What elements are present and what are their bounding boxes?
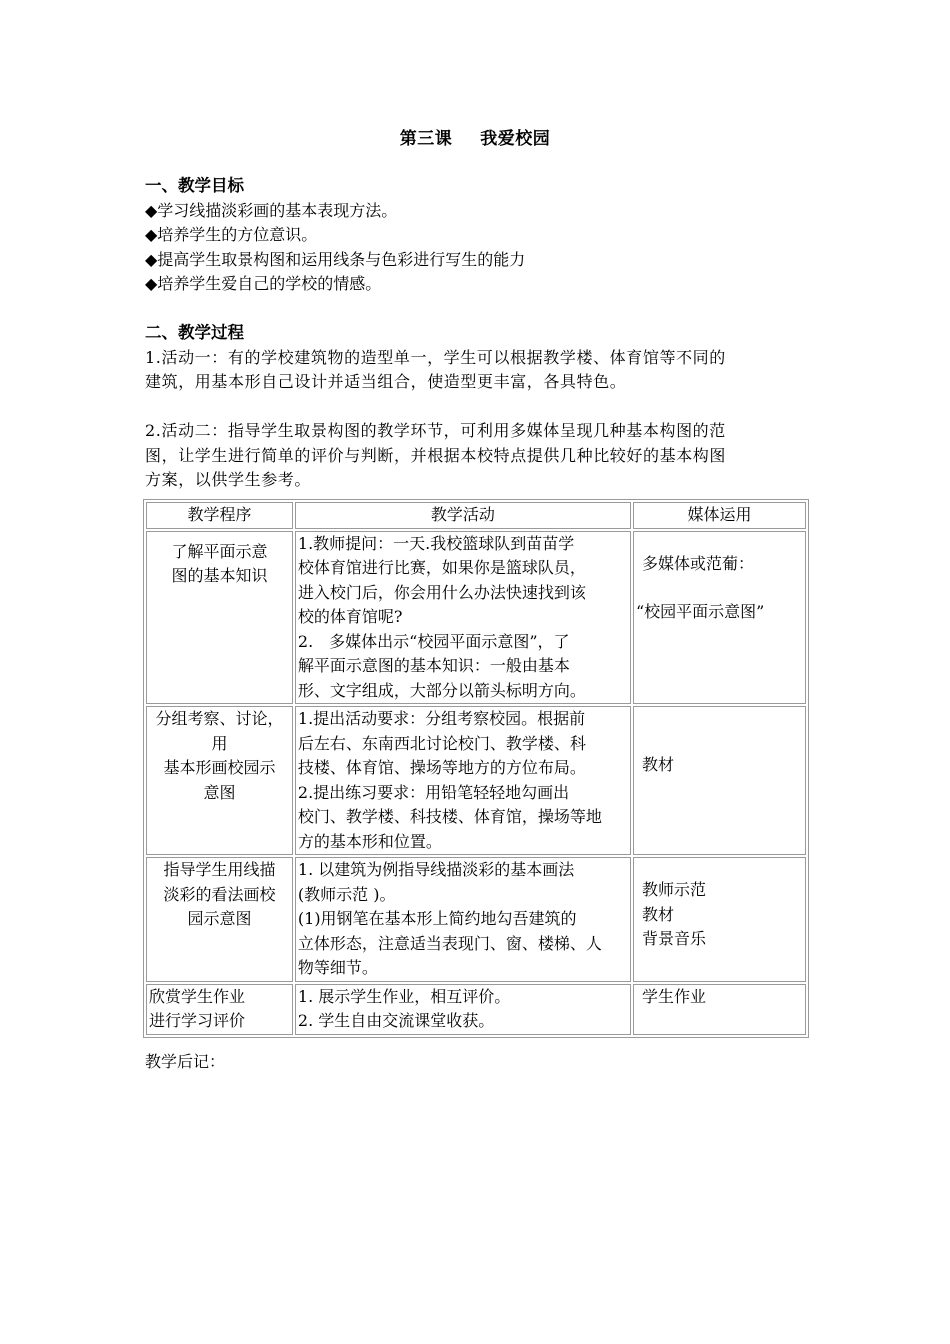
media-cell: 学生作业 [633, 984, 806, 1035]
media-cell: 多媒体或范葡： “校园平面示意图” [633, 531, 806, 705]
step-cell: 指导学生用线描 淡彩的看法画校 园示意图 [146, 857, 293, 982]
section-heading-objectives: 一、教学目标 [145, 176, 244, 195]
lesson-plan-table [143, 499, 809, 1038]
step-cell: 了解平面示意 图的基本知识 [146, 531, 293, 705]
objective-item: ◆提高学生取景构图和运用线条与色彩进行写生的能力 [145, 249, 526, 269]
table-row [146, 984, 806, 1035]
activity-cell: 1.教师提问：一天.我校篮球队到苗苗学 校体育馆进行比赛，如果你是篮球队员， 进入校门后，你会用什么办法快速找到该 校的体育馆呢? 2. 多媒体出示“校园平面示意图”，了 解平面示意图的基本知识：一般由基本 形、文字组成，大部分以箭头标明方向。 [295, 531, 631, 705]
activity1-line: 1.活动一：有的学校建筑物的造型单一，学生可以根据教学楼、体育馆等不同的 [145, 347, 726, 367]
table-row [146, 857, 806, 982]
objective-item: ◆培养学生的方位意识。 [145, 225, 318, 244]
postscript-label: 教学后记： [145, 1052, 226, 1071]
media-cell: 教师示范 教材 背景音乐 [633, 857, 806, 982]
step-cell: 分组考察、讨论， 用 基本形画校园示 意图 [146, 706, 293, 855]
table-row [146, 706, 806, 855]
media-cell: 教材 [633, 706, 806, 855]
objective-item: ◆学习线描淡彩画的基本表现方法。 [145, 200, 398, 220]
header-cell-step: 教学程序 [146, 502, 293, 529]
activity2-line: 图，让学生进行简单的评价与判断，并根据本校特点提供几种比较好的基本构图 [145, 445, 727, 465]
table-row [146, 531, 806, 705]
objective-item: ◆培养学生爱自己的学校的情感。 [145, 274, 382, 293]
activity-cell: 1.提出活动要求：分组考察校园。根据前 后左右、东南西北讨论校门、教学楼、科 技楼、体育馆、操场等地方的方位布局。 2.提出练习要求：用铅笔轻轻地勾画出 校门、教学楼、科技楼、体育馆，操场等地 方的基本形和位置。 [295, 706, 631, 855]
step-cell: 欣赏学生作业 进行学习评价 [146, 984, 293, 1035]
title-lesson-number: 第三课 [399, 129, 453, 149]
title-lesson-name: 我爱校园 [480, 129, 551, 149]
lesson-title [0, 124, 950, 149]
activity-cell: 1. 展示学生作业，相互评价。 2. 学生自由交流课堂收获。 [295, 984, 631, 1035]
activity1-line: 建筑，用基本形自己设计并适当组合，使造型更丰富，各具特色。 [145, 372, 627, 391]
activity2-line: 方案，以供学生参考。 [145, 470, 312, 489]
activity2-line: 2.活动二：指导学生取景构图的教学环节，可利用多媒体呈现几种基本构图的范 [145, 421, 726, 440]
table-header-row [146, 502, 806, 529]
body-text [145, 174, 815, 493]
section-heading-process: 二、教学过程 [145, 323, 244, 342]
header-cell-activity: 教学活动 [295, 502, 631, 529]
header-cell-media: 媒体运用 [633, 502, 806, 529]
activity-cell: 1. 以建筑为例指导线描淡彩的基本画法 (教师示范 )。 (1)用钢笔在基本形上简约地勾吾建筑的 立体形态，注意适当表现门、窗、楼梯、人 物等细节。 [295, 857, 631, 982]
